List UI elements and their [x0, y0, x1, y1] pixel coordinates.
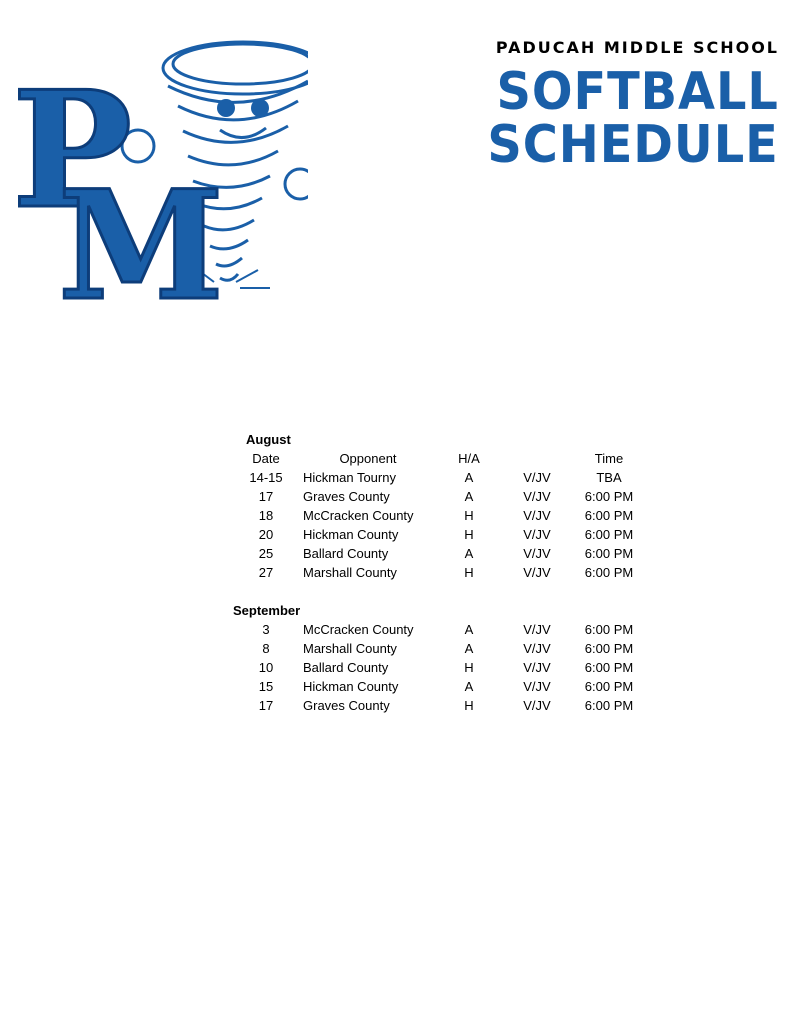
logo-letter-m: M [58, 158, 225, 306]
row-level: V/JV [523, 470, 551, 485]
row-ha: H [464, 660, 474, 675]
row-opponent: Hickman County [303, 679, 399, 694]
table-row [0, 622, 634, 641]
row-time: 6:00 PM [584, 527, 634, 542]
row-opponent: Hickman County [303, 527, 399, 542]
row-opponent: Graves County [303, 489, 390, 504]
row-time: 6:00 PM [584, 660, 634, 675]
row-level: V/JV [523, 660, 551, 675]
row-date: 25 [258, 546, 274, 561]
row-opponent: McCracken County [303, 622, 414, 637]
row-opponent: McCracken County [303, 508, 414, 523]
table-row [0, 698, 634, 717]
row-date: 27 [258, 565, 274, 580]
row-date: 15 [258, 679, 274, 694]
row-date: 10 [258, 660, 274, 675]
row-time: 6:00 PM [584, 546, 634, 561]
table-row [0, 527, 634, 546]
logo-letter-p: P [12, 56, 133, 244]
row-level: V/JV [523, 546, 551, 561]
row-time: TBA [596, 470, 622, 485]
row-ha: H [464, 508, 474, 523]
column-headers [0, 451, 624, 470]
row-level: V/JV [523, 679, 551, 694]
table-row [0, 508, 634, 527]
row-level: V/JV [523, 622, 551, 637]
row-opponent: Hickman Tourny [303, 470, 396, 485]
row-ha: H [464, 698, 474, 713]
row-time: 6:00 PM [584, 489, 634, 504]
row-level: V/JV [523, 527, 551, 542]
table-row [0, 660, 634, 679]
table-row [0, 489, 634, 508]
row-ha: A [464, 622, 474, 637]
row-date: 3 [262, 622, 270, 637]
header-opponent: Opponent [339, 451, 397, 466]
row-date: 8 [262, 641, 270, 656]
table-row [0, 641, 634, 660]
row-level: V/JV [523, 489, 551, 504]
row-date: 18 [258, 508, 274, 523]
header-ha: H/A [458, 451, 480, 466]
row-opponent: Ballard County [303, 660, 389, 675]
row-level: V/JV [523, 565, 551, 580]
row-opponent: Graves County [303, 698, 390, 713]
row-time: 6:00 PM [584, 508, 634, 523]
row-time: 6:00 PM [584, 622, 634, 637]
table-row [0, 470, 622, 489]
row-time: 6:00 PM [584, 698, 634, 713]
header-date: Date [252, 451, 280, 466]
row-ha: A [464, 679, 474, 694]
row-date: 20 [258, 527, 274, 542]
month-august-label: August [246, 432, 291, 447]
table-row [0, 546, 634, 565]
month-september-label: September [233, 603, 301, 618]
row-ha: H [464, 527, 474, 542]
row-level: V/JV [523, 698, 551, 713]
row-level: V/JV [523, 641, 551, 656]
row-date: 17 [258, 698, 274, 713]
row-opponent: Marshall County [303, 641, 397, 656]
row-ha: A [464, 470, 474, 485]
row-ha: A [464, 641, 474, 656]
row-opponent: Ballard County [303, 546, 389, 561]
page-title-line2: SCHEDULE [487, 115, 779, 175]
row-ha: A [464, 546, 474, 561]
row-ha: H [464, 565, 474, 580]
row-opponent: Marshall County [303, 565, 397, 580]
row-time: 6:00 PM [584, 641, 634, 656]
table-row [0, 565, 634, 584]
header-time: Time [594, 451, 624, 466]
row-level: V/JV [523, 508, 551, 523]
page-title-line1: SOFTBALL [496, 62, 779, 122]
row-time: 6:00 PM [584, 565, 634, 580]
row-time: 6:00 PM [584, 679, 634, 694]
row-date: 14-15 [249, 470, 283, 485]
row-date: 17 [258, 489, 274, 504]
table-row [0, 679, 634, 698]
school-name: PADUCAH MIDDLE SCHOOL [495, 38, 779, 57]
row-ha: A [464, 489, 474, 504]
